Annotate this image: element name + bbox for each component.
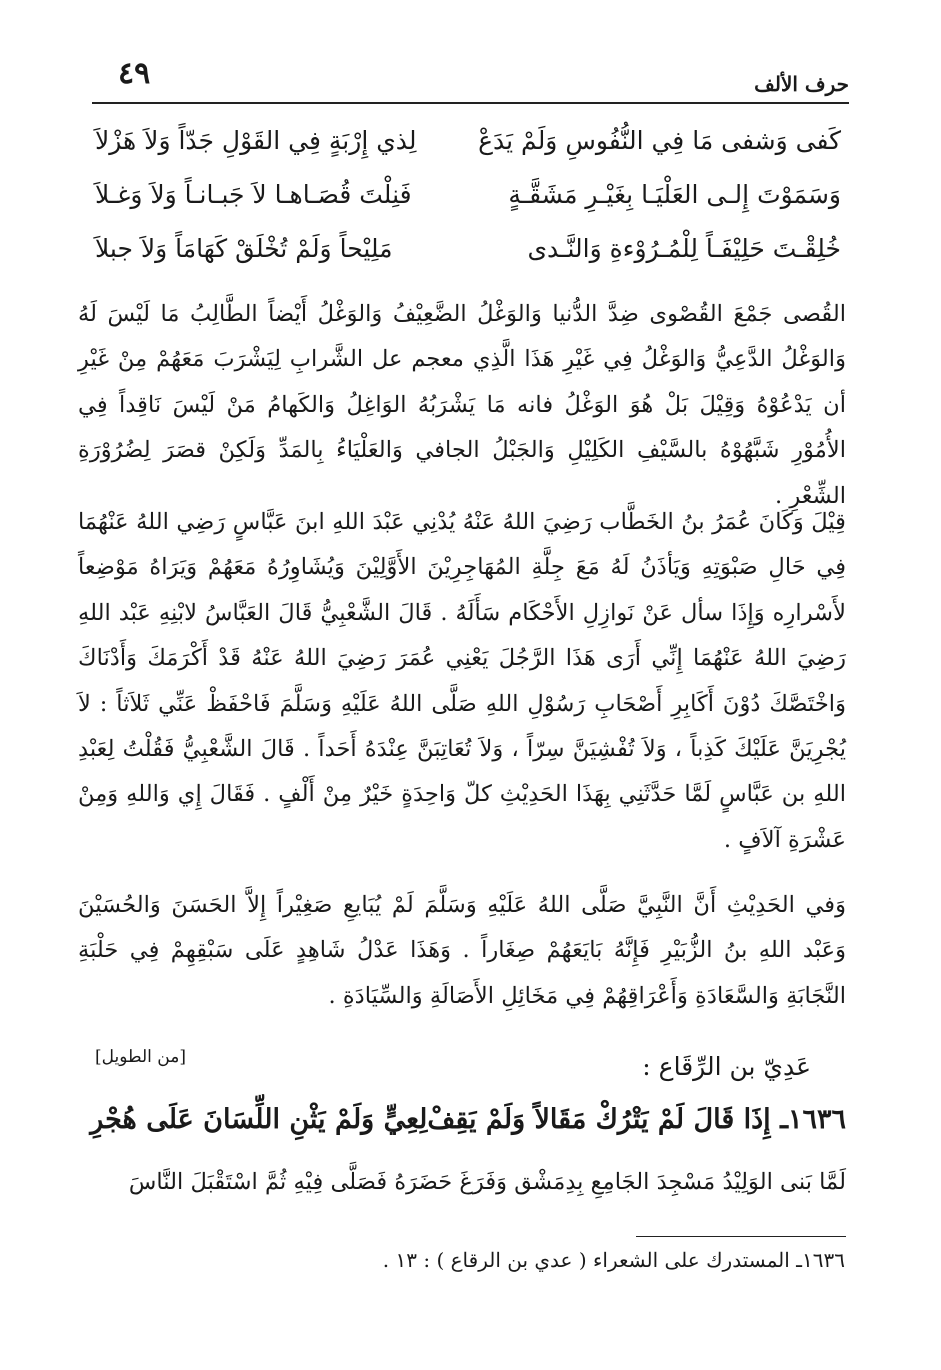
paragraph-text: قِيْلَ وَكَانَ عُمَرُ بنُ الخَطَّاب رَضِيَ اللهُ عَنْهُ يُدْنِي عَبْدَ اللهِ ابنَ عَبَّاسٍ رَضِي اللهُ عَنْهُمَا فِي حَالِ صَبْوَتِهِ وَيَأذَنُ لَهُ مَعَ جِلَّةِ المُهَاجِرِيْنَ الأَوَّلِيْنَ وَيُشَاوِرُهُ مَعَهُمْ وَيَرَاهُ مَوْضِعاً لأَسْرارِه وَإِذَا سأل عَنْ نَوازِلِ الأَحْكَام سَأَلَهُ . قَالَ الشَّعْبِيُّ قَالَ العَبَّاسُ لابْنِهِ عَبْد اللهِ رَضِيَ اللهُ عَنْهُمَا إِنِّي أَرَى هَذَا الرَّجُلَ يَعْنِي عُمَرَ رَضِيَ اللهُ عَنْهُ قَدْ أَكْرَمَكَ وَأَدْنَاكَ وَاخْتَصَّكَ دُوْنَ أَكَابِرِ أَصْحَابِ رَسُوْلِ اللهِ صَلَّى اللهُ عَلَيْهِ وَسَلَّمَ فَاحْفَظْ عَنِّي ثَلاَثاً : لاَ يُجْرِيَنَّ عَلَيْكَ كَذِباً ، وَلاَ تُفْشِيَنَّ سِرّاً ، وَلاَ تُعَاتِبَنَّ عِنْدَهُ أَحَداً . قَالَ الشَّعْبِيُّ فَقُلْتُ لِعَبْدِ اللهِ بن عَبَّاسٍ لَمَّا حَدَّثَنِي بِهَذَا الحَدِيْثِ كلّ وَاحِدَةٍ خَيْرٌ مِنْ أَلْفٍ . فَقَالَ إِي وَاللهِ وَمِنْ عَشْرَةِ آلاَفٍ .	[78, 509, 846, 853]
verse-line-2	[95, 180, 841, 224]
verse-1-second-hemistich: لِذي إِرْبَةٍ فِي القَوْلِ جَدّاً وَلاَ هَزْلاَ	[95, 126, 417, 155]
paragraph-hadith	[78, 883, 846, 1019]
footnote: ١٦٣٦ـ المستدرك على الشعراء ( عدي بن الرقاع ) : ١٣ .	[382, 1248, 845, 1272]
page-number: ٤٩	[118, 56, 151, 91]
verse-1636-second-hemistich: لِعِيٍّ وَلَمْ يَثْنِ اللِّسَانَ عَلَى هُجْرِ	[90, 1104, 428, 1135]
poet-name: عَدِيّ بن الرِّقَاع :	[642, 1052, 811, 1081]
verse-2-second-hemistich: فَنِلْتَ قُصَـاهـا لاَ جَبـانـاً وَلاَ وَغـلاَ	[95, 180, 412, 209]
meter-label: [من الطويل]	[95, 1047, 186, 1067]
verse-line-3	[95, 234, 841, 278]
header-divider	[92, 102, 849, 104]
running-header-chapter: حرف الألف	[754, 72, 849, 96]
paragraph-text: القُصى جَمْعَ القُصْوى ضِدَّ الدُّنيا وَالوَغْلُ الضَّعِيْفُ وَالوَغْلُ أَيْضاً الطَّالِبُ مَا لَيْسَ لَهُ وَالوَغْلُ الدَّعِيُّ وَالوَغْلُ فِي غَيْرِ هَذَا الَّذِي معجم عل الشَّرابِ لِيَشْرَبَ مَعَهُمْ مِنْ غَيْرِ أن يَدْعُوْهُ وَقِيْلَ بَلْ هُوَ الوَغْلُ فانه مَا يَشْرَبُهُ الوَاغِلُ وَالكَهامُ مَنْ لَيْسَ نَاقِداً فِي الأُمُوْرِ شَبَّهُوْهُ بالسَّيْفِ الكَلِيْلِ وَالجَبْلُ الجافي وَالعَلْيَاءُ بِالمَدِّ وَلَكِنْ قصَرَ لِضُرُوْرَةِ الشِّعْرِ .	[78, 301, 846, 509]
verse-3-first-hemistich: خُلِقْـتَ حَلِيْفَـاً لِلْمُـرُوْءةِ وَالنَّـدى	[527, 234, 841, 263]
verse-1636-first-hemistich: ١٦٣٦ـ إِذَا قَالَ لَمْ يَتْرُكْ مَقَالاً وَلَمْ يَقِفْ	[427, 1104, 846, 1135]
verse-3-second-hemistich: مَلِيْحاً وَلَمْ تُخْلَقْ كَهَامَاً وَلاَ جبلاَ	[95, 234, 393, 263]
paragraph-text: وَفي الحَدِيْثِ أَنَّ النَّبِيَّ صَلَّى اللهُ عَلَيْهِ وَسَلَّمَ لَمْ يُبَايعِ صَغِيْراً إِلاَّ الحَسَنَ وَالحُسَيْنَ وَعَبْد اللهِ بنُ الزُّبَيْرِ فَإِنَّهُ بَايَعَهُمْ صِغَاراً . وَهَذَا عَدْلُ شَاهِدٍ عَلَى سَبْقِهِمْ فِي حَلْبَةِ النَّجَابَةِ وَالسَّعَادَةِ وَأَعْرَاقِهُمْ فِي مَخَائِلِ الأَصَالَةِ وَالسِّيَادَةِ .	[78, 892, 846, 1009]
verse-1-first-hemistich: كَفى وَشفى مَا فِي النُّفُوسِ وَلَمْ يَدَعْ	[478, 126, 841, 155]
paragraph-umar-ibn-abbas	[78, 500, 846, 863]
paragraph-text: لَمَّا بَنى الوَلِيْدُ مَسْجِدَ الجَامِعِ بِدِمَشْق وَفَرَغَ حَضَرَهُ فَصَلَّى فِيْهِ ثُمَّ اسْتَقْبَلَ النَّاسَ	[128, 1169, 846, 1195]
verse-line-1	[95, 126, 841, 170]
footnote-divider	[636, 1236, 846, 1237]
verse-2-first-hemistich: وَسَمَوْتَ إِلـى العَلْيَـا بِغَيْـرِ مَشَقَّـةٍ	[508, 180, 841, 209]
numbered-verse-1636	[90, 1104, 846, 1148]
paragraph-walid-mosque	[78, 1160, 846, 1205]
paragraph-commentary	[78, 292, 846, 519]
